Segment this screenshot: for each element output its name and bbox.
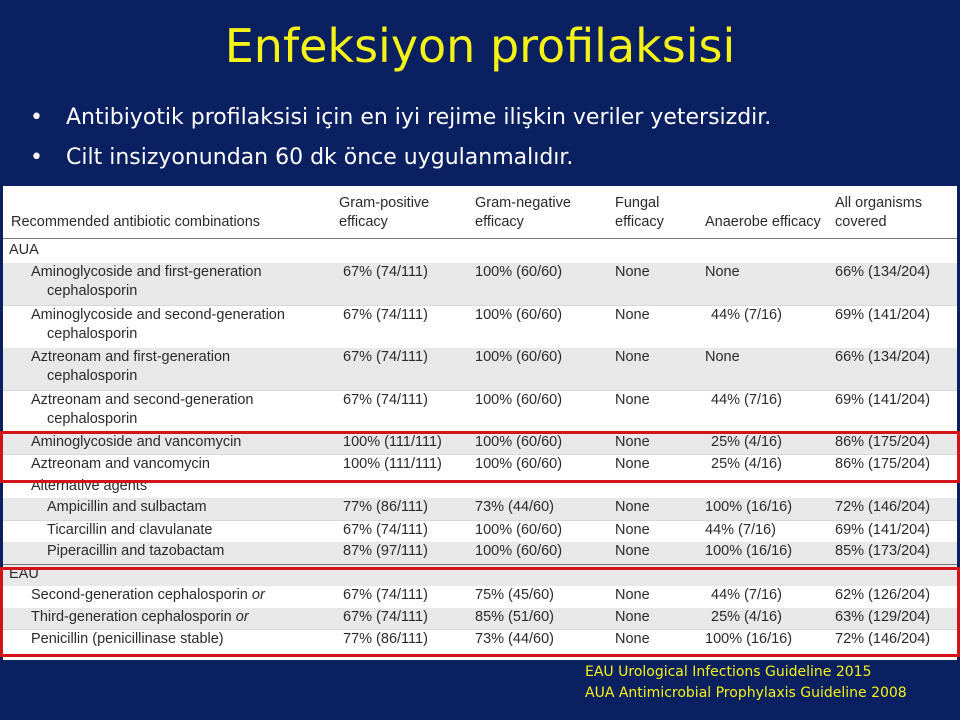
table-row	[3, 390, 957, 433]
cell-anaerobe: 100% (16/16)	[699, 630, 829, 652]
cell-gram-negative: 85% (51/60)	[469, 608, 609, 630]
cell-gram-positive: 77% (86/111)	[333, 498, 469, 520]
cell-gram-positive: 67% (74/111)	[333, 348, 469, 391]
cell-fungal: None	[609, 263, 699, 306]
cell-all-organisms: 72% (146/204)	[829, 630, 957, 652]
cell-gram-negative: 100% (60/60)	[469, 542, 609, 564]
cell-gram-positive: 100% (111/111)	[333, 433, 469, 455]
cell-all-organisms: 66% (134/204)	[829, 348, 957, 391]
cell-anaerobe: 100% (16/16)	[699, 498, 829, 520]
cell-combination: Ampicillin and sulbactam	[3, 498, 333, 520]
cell-gram-negative: 100% (60/60)	[469, 455, 609, 477]
cell-anaerobe: 25% (4/16)	[699, 455, 829, 477]
cell-combination: Ticarcillin and clavulanate	[3, 520, 333, 542]
combination-text-cont: cephalosporin	[47, 282, 138, 299]
cell-combination: Piperacillin and tazobactam	[3, 542, 333, 564]
cell-all-organisms: 66% (134/204)	[829, 263, 957, 306]
cell-gram-positive: 67% (74/111)	[333, 390, 469, 433]
cell-gram-positive: 67% (74/111)	[333, 608, 469, 630]
header-gram-negative: Gram-negative efficacy	[469, 186, 609, 239]
header-combination: Recommended antibiotic combinations	[3, 186, 333, 239]
cell-all-organisms: 69% (141/204)	[829, 390, 957, 433]
cell-fungal: None	[609, 542, 699, 564]
combination-text: Aztreonam and second-generation	[31, 391, 254, 408]
cell-combination	[3, 390, 333, 433]
bullet-list	[30, 98, 771, 178]
cell-all-organisms: 63% (129/204)	[829, 608, 957, 630]
table-row	[3, 498, 957, 520]
cell-anaerobe: 25% (4/16)	[699, 608, 829, 630]
cell-all-organisms: 69% (141/204)	[829, 520, 957, 542]
cell-fungal: None	[609, 305, 699, 348]
cell-gram-negative: 100% (60/60)	[469, 348, 609, 391]
header-anaerobe: Anaerobe efficacy	[699, 186, 829, 239]
bullet-icon: •	[30, 145, 43, 170]
cell-fungal: None	[609, 520, 699, 542]
header-fungal: Fungal efficacy	[609, 186, 699, 239]
table-row	[3, 263, 957, 306]
cell-anaerobe: 44% (7/16)	[711, 587, 782, 603]
cell-anaerobe: 44% (7/16)	[699, 305, 829, 348]
cell-combination: Aztreonam and vancomycin	[3, 455, 333, 477]
cell-gram-negative: 100% (60/60)	[469, 433, 609, 455]
table-row	[3, 305, 957, 348]
cell-gram-negative: 73% (44/60)	[469, 498, 609, 520]
highlight-box-eau	[0, 567, 960, 657]
table-row	[3, 348, 957, 391]
cell-gram-negative: 100% (60/60)	[469, 520, 609, 542]
bullet-icon: •	[30, 105, 43, 130]
table-header-row	[3, 186, 957, 239]
cell-fungal: None	[609, 348, 699, 391]
cell-gram-negative: 73% (44/60)	[469, 630, 609, 652]
cell-anaerobe: None	[699, 263, 829, 306]
cell-gram-positive: 67% (74/111)	[333, 263, 469, 306]
combination-or: or	[235, 608, 249, 625]
cell-combination: Penicillin (penicillinase stable)	[3, 630, 333, 652]
combination-text: Aminoglycoside and second-generation	[31, 306, 285, 323]
cell-gram-negative: 100% (60/60)	[469, 263, 609, 306]
cell-all-organisms: 62% (126/204)	[835, 587, 931, 603]
bullet-text: Antibiyotik profilaksisi için en iyi rejime ilişkin veriler yetersizdir.	[66, 105, 772, 130]
cell-combination: Aminoglycoside and vancomycin	[3, 433, 333, 455]
cell-fungal: None	[609, 630, 699, 652]
combination-or: or	[251, 587, 265, 603]
cell-gram-negative: 100% (60/60)	[469, 305, 609, 348]
cell-fungal: None	[609, 498, 699, 520]
combination-text: Third-generation cephalosporin	[31, 608, 232, 625]
cell-combination	[3, 263, 333, 306]
cell-anaerobe: 100% (16/16)	[699, 542, 829, 564]
cell-anaerobe: None	[699, 348, 829, 391]
section-label: Alternative agents	[31, 477, 148, 494]
bullet-item	[30, 138, 771, 178]
cell-gram-positive: 100% (111/111)	[333, 455, 469, 477]
cell-fungal: None	[615, 587, 650, 603]
combination-text-cont: cephalosporin	[47, 325, 138, 342]
slide-title: Enfeksiyon profilaksisi	[224, 19, 736, 73]
cell-all-organisms: 69% (141/204)	[829, 305, 957, 348]
cell-fungal: None	[609, 455, 699, 477]
cell-gram-positive: 87% (97/111)	[333, 542, 469, 564]
cell-anaerobe: 44% (7/16)	[699, 390, 829, 433]
table-row	[3, 542, 957, 564]
cell-all-organisms: 86% (175/204)	[829, 433, 957, 455]
table-row	[3, 520, 957, 542]
cell-all-organisms: 85% (173/204)	[829, 542, 957, 564]
references	[585, 662, 907, 704]
bullet-text: Cilt insizyonundan 60 dk önce uygulanmalıdır.	[66, 145, 574, 170]
cell-fungal: None	[609, 390, 699, 433]
reference-aua: AUA Antimicrobial Prophylaxis Guideline 2008	[585, 685, 907, 701]
combination-text-cont: cephalosporin	[47, 410, 138, 427]
cell-gram-positive: 67% (74/111)	[333, 520, 469, 542]
header-gram-positive: Gram-positive efficacy	[333, 186, 469, 239]
section-label: EAU	[3, 564, 957, 586]
cell-anaerobe: 25% (4/16)	[699, 433, 829, 455]
header-all-organisms: All organisms covered	[829, 186, 957, 239]
highlight-box-vancomycin	[0, 431, 960, 483]
cell-combination	[3, 305, 333, 348]
cell-all-organisms: 72% (146/204)	[829, 498, 957, 520]
combination-text-cont: cephalosporin	[47, 367, 138, 384]
bullet-item	[30, 98, 771, 138]
cell-gram-negative: 100% (60/60)	[469, 390, 609, 433]
combination-text: Aztreonam and first-generation	[31, 348, 231, 365]
combination-text: Aminoglycoside and first-generation	[31, 263, 262, 280]
section-label: AUA	[9, 242, 39, 258]
cell-all-organisms: 86% (175/204)	[829, 455, 957, 477]
section-row-aua	[3, 239, 957, 263]
combination-text: Second-generation cephalosporin	[31, 587, 248, 603]
cell-gram-positive: 77% (86/111)	[333, 630, 469, 652]
cell-combination	[3, 348, 333, 391]
cell-fungal: None	[609, 433, 699, 455]
cell-gram-negative: 75% (45/60)	[475, 587, 554, 603]
cell-fungal: None	[609, 608, 699, 630]
reference-eau: EAU Urological Infections Guideline 2015	[585, 664, 872, 680]
cell-gram-positive: 67% (74/111)	[333, 305, 469, 348]
cell-anaerobe: 44% (7/16)	[699, 520, 829, 542]
cell-gram-positive: 67% (74/111)	[343, 587, 428, 603]
